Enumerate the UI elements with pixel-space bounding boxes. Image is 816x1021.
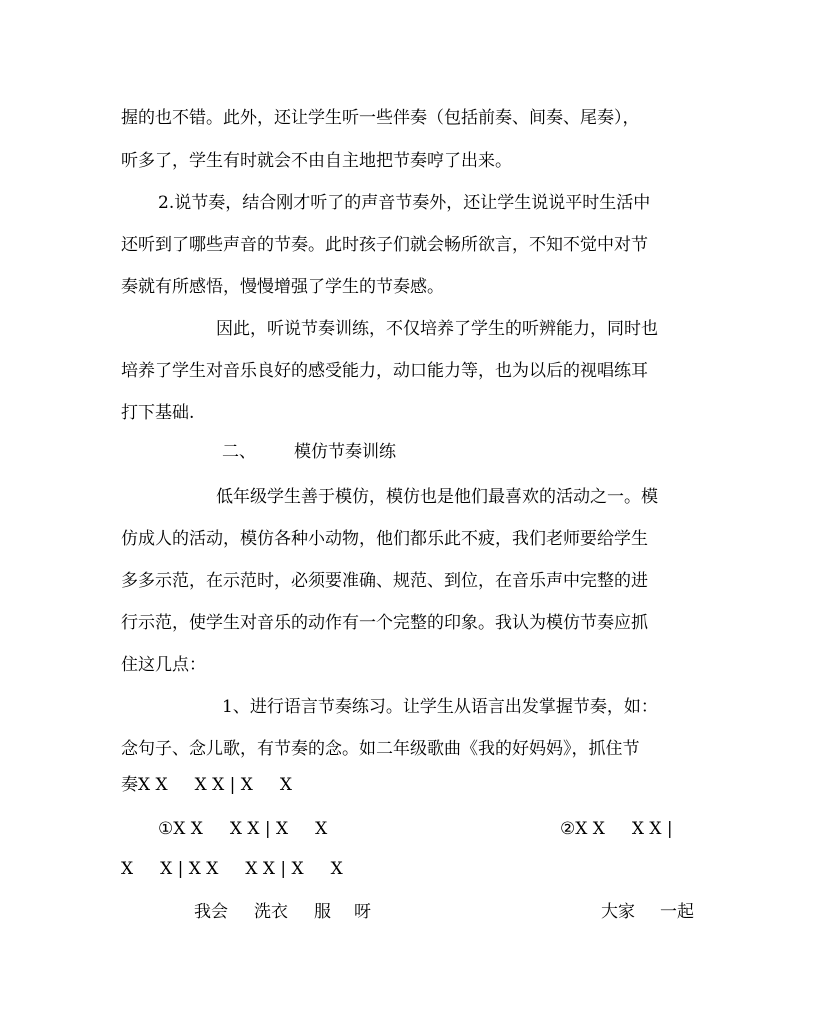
text-line: 听多了，学生有时就会不由自主地把节奏哼了出来。: [121, 151, 512, 171]
text-line: 仿成人的活动，模仿各种小动物，他们都乐此不疲，我们老师要给学生: [121, 529, 648, 549]
text-line: 因此，听说节奏训练，不仅培养了学生的听辨能力，同时也: [216, 319, 658, 339]
rhythm-line: ①X X X X | X X: [158, 819, 328, 839]
text-line: 培养了学生对音乐良好的感受能力，动口能力等，也为以后的视唱练耳: [121, 361, 648, 381]
lyric-word: 洗衣: [254, 902, 288, 922]
lyric-word: 大家: [601, 902, 635, 922]
text-line: 还听到了哪些声音的节奏。此时孩子们就会畅所欲言，不知不觉中对节: [121, 235, 648, 255]
section-number: 二、: [222, 442, 256, 462]
text-line: 念句子、念儿歌，有节奏的念。如二年级歌曲《我的好妈妈》，抓住节: [121, 739, 640, 759]
text-line: 低年级学生善于模仿，模仿也是他们最喜欢的活动之一。模: [216, 487, 658, 507]
lyric-word: 服: [314, 902, 331, 922]
section-heading: 模仿节奏训练: [294, 442, 396, 462]
lyric-word: 一起: [660, 902, 694, 922]
lyric-word: 呀: [354, 902, 371, 922]
text-line: 握的也不错。此外，还让学生听一些伴奏（包括前奏、间奏、尾奏），: [121, 108, 640, 128]
text-line: 1、进行语言节奏练习。让学生从语言出发掌握节奏，如：: [222, 697, 658, 717]
text-line: 打下基础.: [121, 403, 195, 423]
lyric-word: 我会: [194, 902, 228, 922]
rhythm-line: 奏X X X X | X X: [121, 775, 292, 795]
rhythm-line: ②X X X X |: [560, 819, 673, 839]
text-line: 住这几点：: [121, 655, 206, 675]
text-line: 行示范，使学生对音乐的动作有一个完整的印象。我认为模仿节奏应抓: [121, 613, 648, 633]
text-line: 奏就有所感悟，慢慢增强了学生的节奏感。: [121, 277, 444, 297]
text-line: 2.说节奏，结合刚才听了的声音节奏外，还让学生说说平时生活中: [158, 193, 651, 213]
text-line: 多多示范，在示范时，必须要准确、规范、到位，在音乐声中完整的进: [121, 571, 648, 591]
rhythm-line: X X | X X X X | X X: [121, 859, 343, 879]
